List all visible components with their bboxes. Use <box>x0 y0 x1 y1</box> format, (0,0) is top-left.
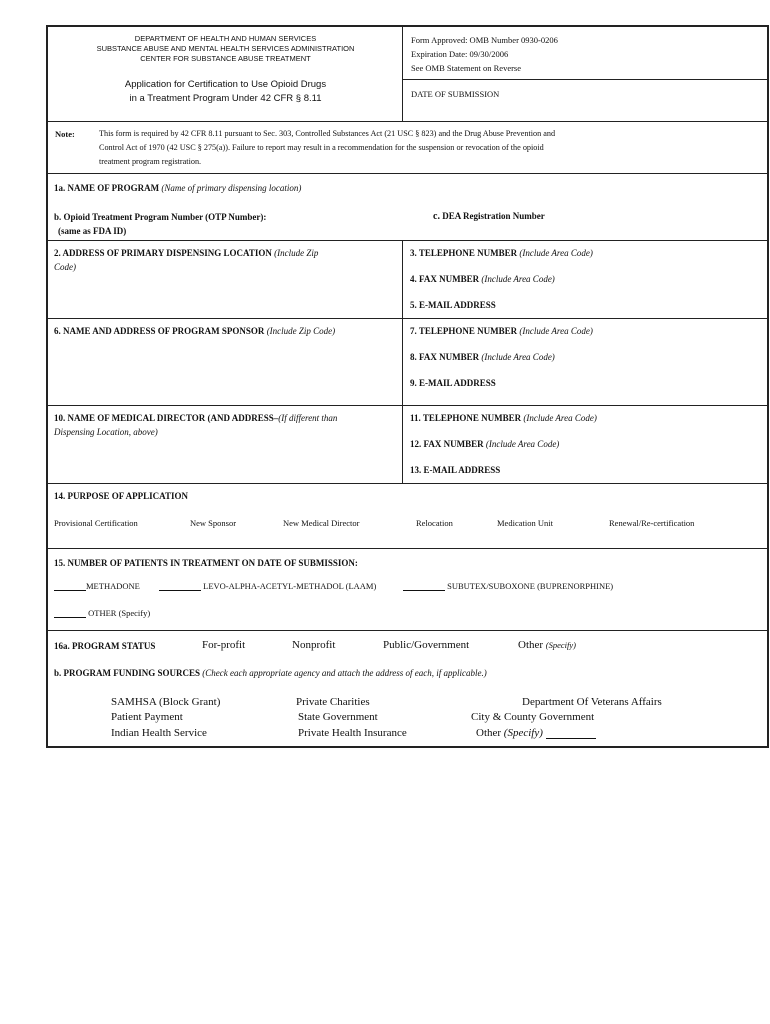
fax-8-field[interactable] <box>410 352 555 362</box>
fax-12-field[interactable] <box>410 439 559 449</box>
program-name-label: 1a. NAME OF PROGRAM <box>54 183 160 193</box>
sponsor-label: 6. NAME AND ADDRESS OF PROGRAM SPONSOR <box>54 326 265 336</box>
funding-private-charities[interactable]: Private Charities <box>296 696 370 708</box>
email-5-label[interactable]: 5. E-MAIL ADDRESS <box>410 300 496 310</box>
note-section <box>48 122 767 174</box>
note-line-2: Control Act of 1970 (42 USC § 275(a)). Failure to report may result in a recommendation for the suspension or revocation of the opioid <box>99 143 544 152</box>
funding-indian-health[interactable]: Indian Health Service <box>111 727 207 739</box>
director-contact <box>403 406 767 483</box>
omb-box <box>403 27 767 80</box>
funding-other-blank[interactable] <box>546 738 596 739</box>
section-14-purpose <box>48 484 767 549</box>
agency-line-1: DEPARTMENT OF HEALTH AND HUMAN SERVICES <box>134 34 317 43</box>
purpose-label: 14. PURPOSE OF APPLICATION <box>54 491 189 501</box>
funding-samhsa[interactable]: SAMHSA (Block Grant) <box>111 696 221 708</box>
omb-statement: See OMB Statement on Reverse <box>411 63 522 73</box>
purpose-provisional[interactable]: Provisional Certification <box>54 518 138 528</box>
funding-private-insurance[interactable]: Private Health Insurance <box>298 727 407 739</box>
date-of-submission-label: DATE OF SUBMISSION <box>411 89 500 99</box>
program-status-label: 16a. PROGRAM STATUS <box>54 641 156 651</box>
otp-number-label[interactable]: b. Opioid Treatment Program Number (OTP Number): <box>54 212 267 222</box>
status-other-label: Other <box>518 639 544 651</box>
status-public[interactable]: Public/Government <box>383 639 470 651</box>
funding-patient-payment[interactable]: Patient Payment <box>111 711 183 723</box>
status-forprofit[interactable]: For-profit <box>202 639 246 651</box>
note-line-1: This form is required by 42 CFR 8.11 pursuant to Sec. 303, Controlled Substances Act (21 USC § 823) and the Drug Abuse Prevention and <box>99 129 556 138</box>
purpose-new-medical-director[interactable]: New Medical Director <box>283 518 360 528</box>
form-header <box>48 27 767 122</box>
methadone-blank[interactable] <box>54 590 86 591</box>
sponsor-hint: (Include Zip Code) <box>266 326 336 336</box>
agency-line-2: SUBSTANCE ABUSE AND MENTAL HEALTH SERVICES ADMINISTRATION <box>96 44 355 53</box>
telephone-7-field[interactable] <box>410 326 593 336</box>
telephone-11-hint: (Include Area Code) <box>523 413 597 423</box>
program-name-field[interactable] <box>54 183 301 193</box>
fax-4-label: 4. FAX NUMBER <box>410 274 480 284</box>
otp-number-sub: (same as FDA ID) <box>58 226 127 236</box>
section-15-patients <box>48 549 767 631</box>
email-13-label[interactable]: 13. E-MAIL ADDRESS <box>410 465 501 475</box>
fax-12-label: 12. FAX NUMBER <box>410 439 484 449</box>
medical-director-field[interactable] <box>48 406 403 483</box>
funding-sources-label: b. PROGRAM FUNDING SOURCES <box>54 668 201 678</box>
fax-8-label: 8. FAX NUMBER <box>410 352 480 362</box>
form-title-line-2: in a Treatment Program Under 42 CFR § 8.11 <box>129 93 322 104</box>
funding-sources-heading <box>54 668 487 678</box>
funding-sources-hint: (Check each appropriate agency and attach the address of each, if applicable.) <box>202 668 487 678</box>
email-9-label[interactable]: 9. E-MAIL ADDRESS <box>410 378 496 388</box>
telephone-3-label: 3. TELEPHONE NUMBER <box>410 248 518 258</box>
status-other[interactable] <box>518 639 576 651</box>
fax-8-hint: (Include Area Code) <box>481 352 555 362</box>
patients-label: 15. NUMBER OF PATIENTS IN TREATMENT ON DATE OF SUBMISSION: <box>54 558 358 568</box>
date-of-submission-field[interactable] <box>403 80 767 120</box>
note-label: Note: <box>55 129 75 139</box>
subutex-blank[interactable] <box>403 590 445 591</box>
header-left <box>48 27 403 121</box>
dea-number-label: DEA Registration Number <box>442 211 545 221</box>
laam-field[interactable] <box>159 581 376 591</box>
dispensing-address-hint-1: (Include Zip <box>274 248 319 258</box>
dispensing-address-field[interactable] <box>48 241 403 318</box>
funding-city-county[interactable]: City & County Government <box>471 711 595 723</box>
dea-number-prefix: c. <box>433 211 440 222</box>
purpose-relocation[interactable]: Relocation <box>416 518 453 528</box>
status-other-hint: (Specify) <box>545 640 576 650</box>
telephone-7-hint: (Include Area Code) <box>519 326 593 336</box>
note-line-3: treatment program registration. <box>99 157 202 166</box>
program-name-hint: (Name of primary dispensing location) <box>161 183 302 193</box>
sponsor-contact <box>403 319 767 405</box>
location-contact <box>403 241 767 318</box>
dea-number-field[interactable] <box>433 211 545 222</box>
funding-other-hint: (Specify) <box>503 727 543 739</box>
subutex-label: SUBUTEX/SUBOXONE (BUPRENORPHINE) <box>447 581 614 591</box>
section-10-13-director <box>48 406 767 484</box>
telephone-11-label: 11. TELEPHONE NUMBER <box>410 413 522 423</box>
header-right <box>403 27 767 121</box>
telephone-7-label: 7. TELEPHONE NUMBER <box>410 326 518 336</box>
other-patients-field[interactable] <box>54 608 150 618</box>
telephone-3-field[interactable] <box>410 248 593 258</box>
section-2-5-location <box>48 241 767 319</box>
expiration-date: Expiration Date: 09/30/2006 <box>411 49 509 59</box>
funding-other-label: Other <box>476 727 502 739</box>
other-patients-blank[interactable] <box>54 617 86 618</box>
section-16-status <box>48 631 767 746</box>
methadone-label: METHADONE <box>86 581 140 591</box>
omb-number: Form Approved: OMB Number 0930-0206 <box>411 35 558 45</box>
agency-line-3: CENTER FOR SUBSTANCE ABUSE TREATMENT <box>140 54 311 63</box>
fax-4-field[interactable] <box>410 274 555 284</box>
subutex-field[interactable] <box>403 581 613 591</box>
funding-other[interactable] <box>476 727 596 739</box>
fax-12-hint: (Include Area Code) <box>485 439 560 449</box>
funding-veterans-affairs[interactable]: Department Of Veterans Affairs <box>522 696 662 708</box>
telephone-11-field[interactable] <box>410 413 597 423</box>
funding-state-government[interactable]: State Government <box>298 711 378 723</box>
purpose-renewal[interactable]: Renewal/Re-certification <box>609 518 695 528</box>
dispensing-address-hint-2: Code) <box>54 262 76 272</box>
dispensing-address-label: 2. ADDRESS OF PRIMARY DISPENSING LOCATION <box>54 248 272 258</box>
laam-label: LEVO-ALPHA-ACETYL-METHADOL (LAAM) <box>203 581 377 591</box>
methadone-field[interactable] <box>54 581 140 591</box>
other-patients-label: OTHER (Specify) <box>88 608 151 618</box>
laam-blank[interactable] <box>159 590 201 591</box>
purpose-new-sponsor[interactable]: New Sponsor <box>190 518 237 528</box>
medical-director-hint-2: Dispensing Location, above) <box>54 427 158 437</box>
form-title-line-1: Application for Certification to Use Opioid Drugs <box>124 79 327 90</box>
sponsor-field[interactable] <box>48 319 403 405</box>
section-6-9-sponsor <box>48 319 767 406</box>
medical-director-hint-1: (If different than <box>278 413 338 423</box>
purpose-medication-unit[interactable]: Medication Unit <box>497 518 553 528</box>
telephone-3-hint: (Include Area Code) <box>519 248 593 258</box>
fax-4-hint: (Include Area Code) <box>481 274 555 284</box>
section-1-program <box>48 174 767 241</box>
application-form <box>46 25 769 748</box>
status-nonprofit[interactable]: Nonprofit <box>292 639 336 651</box>
medical-director-label: 10. NAME OF MEDICAL DIRECTOR (AND ADDRESS– <box>54 413 279 423</box>
